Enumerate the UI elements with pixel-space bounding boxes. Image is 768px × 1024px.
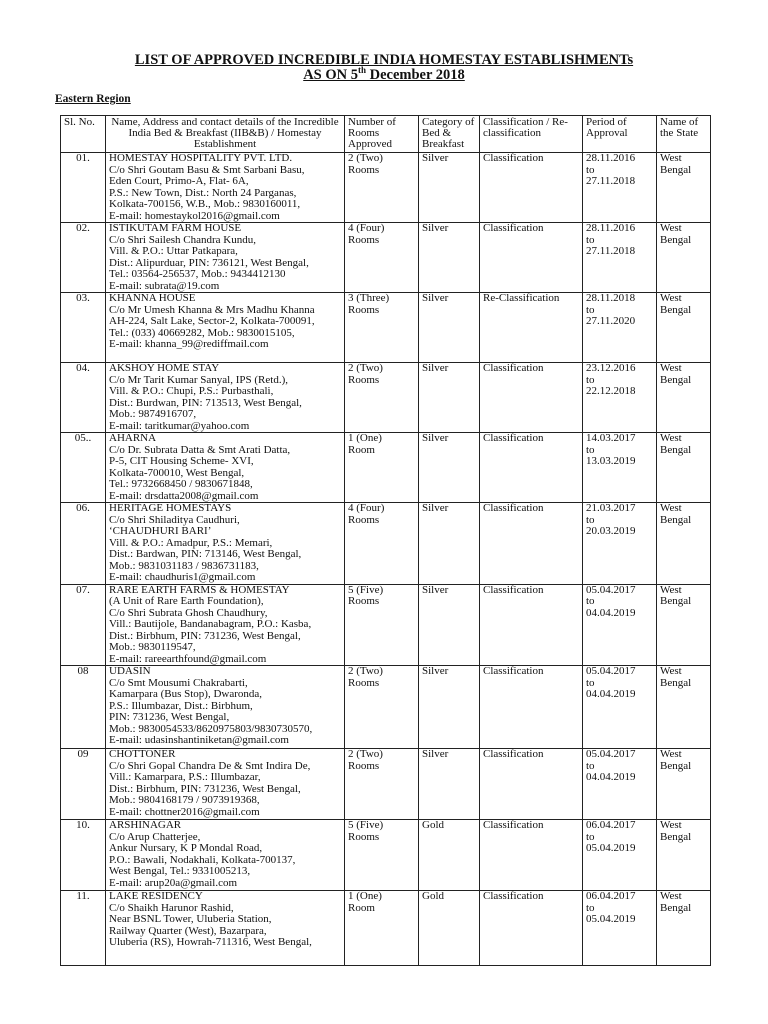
establishment-line: P.S.: New Town, Dist.: North 24 Parganas, <box>109 186 297 199</box>
document-subtitle: AS ON 5th December 2018 <box>303 65 465 83</box>
homestay-table <box>60 115 711 966</box>
state-line: West <box>660 502 682 514</box>
cell-state <box>657 503 711 585</box>
cell-sl-no: 03. <box>61 293 106 363</box>
establishment-line: Vill.: Kamarpara, P.S.: Illumbazar, <box>109 771 261 783</box>
cell-classification: Classification <box>480 749 583 820</box>
rooms-line: Rooms <box>348 373 380 386</box>
cell-category: Silver <box>419 363 480 433</box>
cell-rooms <box>345 749 419 820</box>
state-line: Bengal <box>660 513 692 526</box>
establishment-line: P.O.: Bawali, Nodakhali, Kolkata-700137, <box>109 853 296 866</box>
cell-category: Gold <box>419 891 480 966</box>
state-line: West <box>660 665 682 677</box>
rooms-line: Rooms <box>348 759 380 772</box>
cell-sl-no: 08 <box>61 666 106 749</box>
rooms-line: 2 (Two) <box>348 665 383 677</box>
rooms-line: 4 (Four) <box>348 222 385 234</box>
establishment-line: HERITAGE HOMESTAYS <box>109 502 232 514</box>
cell-period <box>583 363 657 433</box>
cell-rooms <box>345 293 419 363</box>
establishment-line: C/o Mr Umesh Khanna & Mrs Madhu Khanna <box>109 303 315 316</box>
establishment-line: E-mail: chottner2016@gmail.com <box>109 805 260 818</box>
state-line: Bengal <box>660 373 692 386</box>
period-line: 06.04.2017 <box>586 890 636 902</box>
period-line: 20.03.2019 <box>586 525 636 537</box>
cell-establishment <box>106 363 345 433</box>
cell-category: Silver <box>419 223 480 293</box>
establishment-line: Kamarpara (Bus Stop), Dwaronda, <box>109 688 263 700</box>
cell-period <box>583 293 657 363</box>
state-line: West <box>660 583 682 596</box>
table-row <box>61 363 711 433</box>
establishment-line: Mob.: 9804168179 / 9073919368, <box>109 794 260 806</box>
state-line: West <box>660 292 682 304</box>
cell-category: Silver <box>419 153 480 223</box>
period-line: 28.11.2016 <box>586 222 636 234</box>
establishment-line: Dist.: Burdwan, PIN: 713513, West Bengal, <box>109 396 302 409</box>
establishment-line: KHANNA HOUSE <box>109 292 196 304</box>
rooms-line: Rooms <box>348 513 380 526</box>
state-line: Bengal <box>660 595 692 607</box>
cell-classification: Classification <box>480 820 583 891</box>
cell-establishment <box>106 433 345 503</box>
period-line: 05.04.2017 <box>586 665 636 677</box>
establishment-line: E-mail: drsdatta2008@gmail.com <box>109 489 259 502</box>
period-line: to <box>586 595 595 607</box>
cell-establishment <box>106 153 345 223</box>
establishment-line: ‘CHAUDHURI BARI’ <box>109 525 212 537</box>
rooms-line: 2 (Two) <box>348 362 383 374</box>
cell-rooms <box>345 891 419 966</box>
establishment-line: C/o Shri Gopal Chandra De & Smt Indira De, <box>109 759 311 772</box>
cell-category: Silver <box>419 293 480 363</box>
period-line: 28.11.2016 <box>586 152 636 164</box>
establishment-line: C/o Shri Goutam Basu & Smt Sarbani Basu, <box>109 163 305 176</box>
state-line: Bengal <box>660 759 692 772</box>
cell-period <box>583 433 657 503</box>
establishment-line: HOMESTAY HOSPITALITY PVT. LTD. <box>109 152 293 164</box>
cell-state <box>657 363 711 433</box>
cell-rooms <box>345 223 419 293</box>
cell-rooms <box>345 666 419 749</box>
period-line: to <box>586 513 595 526</box>
period-line: 04.04.2019 <box>586 606 636 619</box>
establishment-line: LAKE RESIDENCY <box>109 890 203 902</box>
establishment-line: E-mail: khanna_99@rediffmail.com <box>109 338 269 350</box>
cell-sl-no: 07. <box>61 584 106 666</box>
establishment-line: E-mail: udasinshantiniketan@gmail.com <box>109 734 289 746</box>
establishment-line: Vill. & P.O.: Amadpur, P.S.: Memari, <box>109 536 273 549</box>
period-line: to <box>586 830 595 843</box>
table-row <box>61 749 711 820</box>
period-line: 22.12.2018 <box>586 385 636 397</box>
period-line: to <box>586 163 595 176</box>
cell-classification: Classification <box>480 433 583 503</box>
cell-state <box>657 223 711 293</box>
cell-sl-no: 09 <box>61 749 106 820</box>
header-classification: Classification / Re-classification <box>480 116 583 153</box>
table-row <box>61 503 711 585</box>
cell-period <box>583 820 657 891</box>
table-row <box>61 223 711 293</box>
establishment-line: Tel.: (033) 40669282, Mob.: 9830015105, <box>109 326 295 339</box>
cell-classification: Classification <box>480 363 583 433</box>
rooms-line: Rooms <box>348 676 380 689</box>
establishment-line: Vill. & P.O.: Chupi, P.S.: Purbasthali, <box>109 385 274 397</box>
rooms-line: 5 (Five) <box>348 583 384 596</box>
cell-establishment <box>106 584 345 666</box>
cell-sl-no: 01. <box>61 153 106 223</box>
establishment-line: E-mail: subrata@19.com <box>109 279 220 292</box>
cell-category: Silver <box>419 666 480 749</box>
period-line: to <box>586 676 595 689</box>
cell-period <box>583 891 657 966</box>
rooms-line: 1 (One) <box>348 890 382 902</box>
state-line: West <box>660 362 682 374</box>
establishment-line: Dist.: Alipurduar, PIN: 736121, West Bengal, <box>109 256 309 269</box>
header-rooms: Number of Rooms Approved <box>345 116 419 153</box>
table-row <box>61 820 711 891</box>
establishment-line: PIN: 731236, West Bengal, <box>109 711 230 723</box>
rooms-line: Rooms <box>348 595 380 607</box>
establishment-line: Vill.: Bautijole, Bandanabagram, P.O.: Kasba, <box>109 618 312 630</box>
rooms-line: Rooms <box>348 163 380 176</box>
cell-state <box>657 584 711 666</box>
establishment-line: CHOTTONER <box>109 748 176 760</box>
period-line: 21.03.2017 <box>586 502 636 514</box>
cell-category: Silver <box>419 503 480 585</box>
cell-period <box>583 153 657 223</box>
header-name: Name, Address and contact details of the Incredible India Bed & Breakfast (IIB&B) / Homestay Establishment <box>106 116 345 153</box>
period-line: 27.11.2018 <box>586 175 636 187</box>
period-line: to <box>586 759 595 772</box>
cell-category: Gold <box>419 820 480 891</box>
period-line: 27.11.2018 <box>586 245 636 257</box>
cell-period <box>583 666 657 749</box>
establishment-line: Dist.: Birbhum, PIN: 731236, West Bengal, <box>109 782 301 795</box>
establishment-line: C/o Smt Mousumi Chakrabarti, <box>109 676 248 689</box>
cell-establishment <box>106 293 345 363</box>
cell-establishment <box>106 666 345 749</box>
rooms-line: 1 (One) <box>348 432 382 444</box>
header-category: Category of Bed & Breakfast <box>419 116 480 153</box>
cell-sl-no: 06. <box>61 503 106 585</box>
establishment-line: (A Unit of Rare Earth Foundation), <box>109 595 264 607</box>
period-line: 05.04.2019 <box>586 913 636 925</box>
period-line: to <box>586 901 595 914</box>
cell-establishment <box>106 503 345 585</box>
cell-sl-no: 02. <box>61 223 106 293</box>
cell-category: Silver <box>419 433 480 503</box>
rooms-line: Room <box>348 901 375 914</box>
rooms-line: 5 (Five) <box>348 819 384 831</box>
establishment-line: Kolkata-700010, West Bengal, <box>109 466 245 479</box>
establishment-line: ARSHINAGAR <box>109 819 182 831</box>
cell-sl-no: 05.. <box>61 433 106 503</box>
cell-period <box>583 223 657 293</box>
establishment-line: E-mail: chaudhuris1@gmail.com <box>109 571 256 583</box>
establishment-line: E-mail: rareearthfound@gmail.com <box>109 652 267 665</box>
cell-sl-no: 10. <box>61 820 106 891</box>
cell-period <box>583 749 657 820</box>
cell-state <box>657 153 711 223</box>
table-header-row <box>61 116 711 153</box>
state-line: West <box>660 890 682 902</box>
header-state: Name of the State <box>657 116 711 153</box>
establishment-line: AH-224, Salt Lake, Sector-2, Kolkata-700091, <box>109 315 315 327</box>
period-line: 14.03.2017 <box>586 432 636 444</box>
cell-period <box>583 503 657 585</box>
establishment-line: RARE EARTH FARMS & HOMESTAY <box>109 583 290 596</box>
rooms-line: 2 (Two) <box>348 152 383 164</box>
period-line: 05.04.2017 <box>586 748 636 760</box>
cell-classification: Classification <box>480 666 583 749</box>
document-title: LIST OF APPROVED INCREDIBLE INDIA HOMESTAY ESTABLISHMENTs <box>134 52 634 68</box>
cell-state <box>657 891 711 966</box>
cell-classification: Classification <box>480 891 583 966</box>
state-line: Bengal <box>660 233 692 246</box>
period-line: 06.04.2017 <box>586 819 636 831</box>
period-line: 13.03.2019 <box>586 455 636 467</box>
establishment-line: Kolkata-700156, W.B., Mob.: 9830160011, <box>109 198 301 210</box>
establishment-line: E-mail: homestaykol2016@gmail.com <box>109 209 280 222</box>
establishment-line: Uluberia (RS), Howrah-711316, West Bengal, <box>109 936 312 948</box>
establishment-line: Ankur Nursary, K P Mondal Road, <box>109 842 263 854</box>
rooms-line: 3 (Three) <box>348 292 390 304</box>
cell-rooms <box>345 363 419 433</box>
period-line: to <box>586 443 595 456</box>
period-line: 23.12.2016 <box>586 362 636 374</box>
table-row <box>61 666 711 749</box>
cell-category: Silver <box>419 749 480 820</box>
rooms-line: 4 (Four) <box>348 502 385 514</box>
establishment-line: AHARNA <box>109 432 157 444</box>
establishment-line: C/o Dr. Subrata Datta & Smt Arati Datta, <box>109 443 291 456</box>
cell-sl-no: 11. <box>61 891 106 966</box>
establishment-line: Eden Court, Primo-A, Flat- 6A, <box>109 175 249 187</box>
cell-establishment <box>106 891 345 966</box>
header-sl: Sl. No. <box>61 116 106 153</box>
establishment-line: AKSHOY HOME STAY <box>109 362 220 374</box>
establishment-line: Mob.: 9830119547, <box>109 641 196 653</box>
establishment-line: C/o Shri Subrata Ghosh Chaudhury, <box>109 606 268 619</box>
header-period: Period of Approval <box>583 116 657 153</box>
period-line: 28.11.2018 <box>586 292 636 304</box>
rooms-line: Rooms <box>348 830 380 843</box>
rooms-line: Room <box>348 443 375 456</box>
establishment-line: Mob.: 9831031183 / 9836731183, <box>109 559 259 572</box>
cell-state <box>657 293 711 363</box>
state-line: Bengal <box>660 676 692 689</box>
establishment-line: Dist.: Birbhum, PIN: 731236, West Bengal, <box>109 629 301 642</box>
state-line: Bengal <box>660 901 692 914</box>
establishment-line: Tel.: 03564-256537, Mob.: 9434412130 <box>109 268 286 280</box>
table-row <box>61 293 711 363</box>
establishment-line <box>109 351 341 363</box>
cell-period <box>583 584 657 666</box>
period-line: 27.11.2020 <box>586 315 636 327</box>
period-line: 05.04.2017 <box>586 583 636 596</box>
table-row <box>61 891 711 966</box>
cell-state <box>657 749 711 820</box>
state-line: Bengal <box>660 443 692 456</box>
table-row <box>61 153 711 223</box>
state-line: West <box>660 432 682 444</box>
rooms-line: 2 (Two) <box>348 748 383 760</box>
cell-category: Silver <box>419 584 480 666</box>
state-line: West <box>660 748 682 760</box>
cell-rooms <box>345 820 419 891</box>
establishment-line: Mob.: 9830054533/8620975803/9830730570, <box>109 722 313 735</box>
state-line: West <box>660 222 682 234</box>
cell-rooms <box>345 433 419 503</box>
period-line: to <box>586 233 595 246</box>
cell-rooms <box>345 503 419 585</box>
establishment-line: P.S.: Illumbazar, Dist.: Birbhum, <box>109 699 253 712</box>
establishment-line: Near BSNL Tower, Uluberia Station, <box>109 913 272 925</box>
establishment-line: Mob.: 9874916707, <box>109 408 197 420</box>
rooms-line: Rooms <box>348 233 380 246</box>
cell-classification: Re-Classification <box>480 293 583 363</box>
establishment-line: ISTIKUTAM FARM HOUSE <box>109 222 242 234</box>
establishment-line: Tel.: 9732668450 / 9830671848, <box>109 478 253 490</box>
cell-state <box>657 820 711 891</box>
region-heading: Eastern Region <box>55 93 131 105</box>
state-line: West <box>660 819 682 831</box>
state-line: Bengal <box>660 163 692 176</box>
cell-rooms <box>345 584 419 666</box>
establishment-line: C/o Shri Sailesh Chandra Kundu, <box>109 233 256 246</box>
state-line: Bengal <box>660 830 692 843</box>
establishment-line: P-5, CIT Housing Scheme- XVI, <box>109 455 254 467</box>
establishment-line: C/o Shri Shiladitya Caudhuri, <box>109 513 240 526</box>
period-line: to <box>586 303 595 316</box>
cell-establishment <box>106 820 345 891</box>
establishment-line: C/o Arup Chatterjee, <box>109 830 201 843</box>
cell-classification: Classification <box>480 503 583 585</box>
establishment-line: E-mail: arup20a@gmail.com <box>109 876 238 889</box>
table-row <box>61 584 711 666</box>
period-line: to <box>586 373 595 386</box>
establishment-line: Railway Quarter (West), Bazarpara, <box>109 924 267 937</box>
establishment-line: E-mail: taritkumar@yahoo.com <box>109 419 250 432</box>
cell-state <box>657 666 711 749</box>
establishment-line: Dist.: Bardwan, PIN: 713146, West Bengal, <box>109 548 302 560</box>
establishment-line: C/o Shaikh Harunor Rashid, <box>109 901 234 914</box>
period-line: 04.04.2019 <box>586 771 636 783</box>
establishment-line: West Bengal, Tel.: 9331005213, <box>109 865 251 877</box>
cell-sl-no: 04. <box>61 363 106 433</box>
rooms-line: Rooms <box>348 303 380 316</box>
cell-classification: Classification <box>480 584 583 666</box>
establishment-line: Vill. & P.O.: Uttar Patkapara, <box>109 245 238 257</box>
cell-establishment <box>106 223 345 293</box>
cell-rooms <box>345 153 419 223</box>
cell-establishment <box>106 749 345 820</box>
cell-classification: Classification <box>480 223 583 293</box>
state-line: Bengal <box>660 303 692 316</box>
state-line: West <box>660 152 682 164</box>
period-line: 05.04.2019 <box>586 842 636 854</box>
cell-state <box>657 433 711 503</box>
table-row <box>61 433 711 503</box>
period-line: 04.04.2019 <box>586 688 636 700</box>
establishment-line: UDASIN <box>109 665 151 677</box>
cell-classification: Classification <box>480 153 583 223</box>
establishment-line: C/o Mr Tarit Kumar Sanyal, IPS (Retd.), <box>109 373 288 386</box>
